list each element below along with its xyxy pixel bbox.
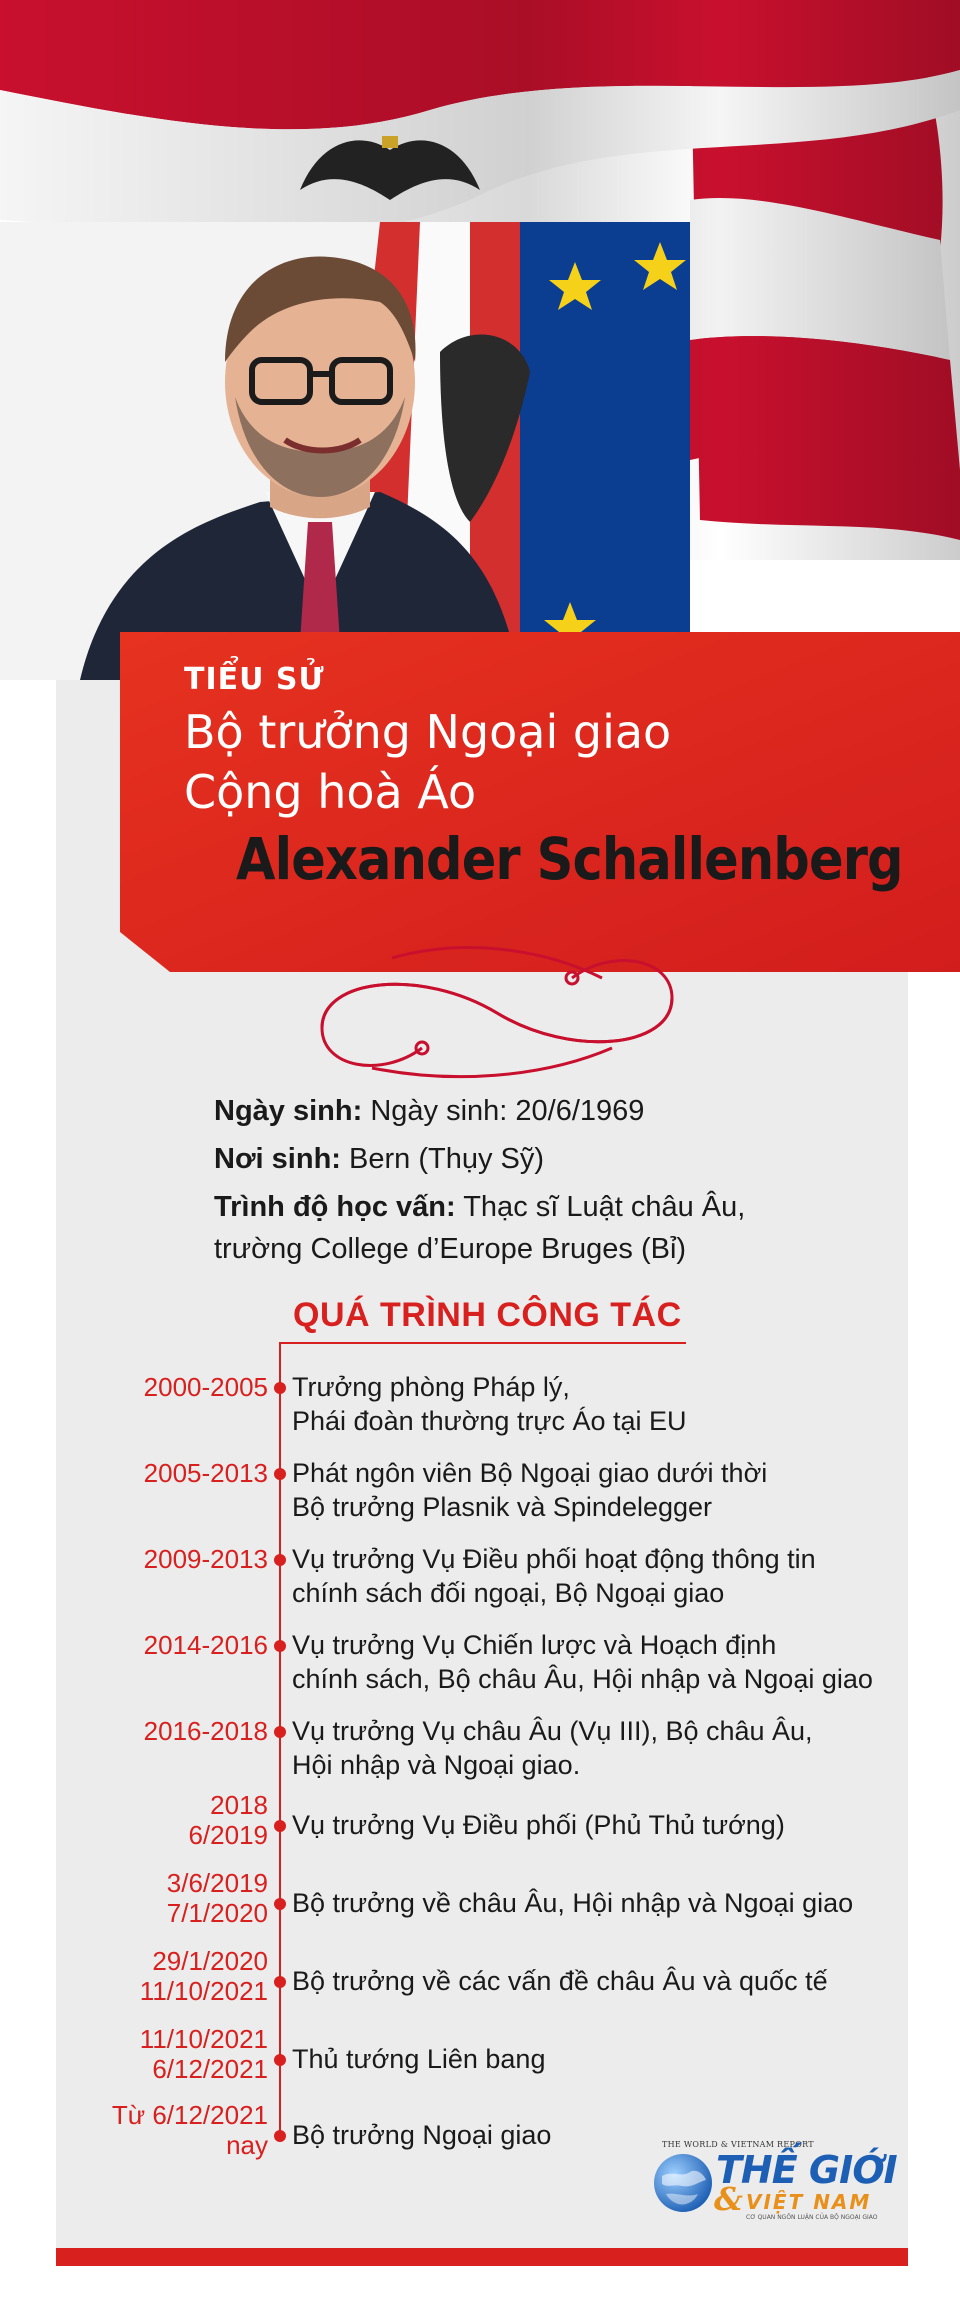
timeline-dot-icon: [274, 1898, 286, 1910]
career-title-underline: [280, 1342, 686, 1344]
career-description: Thủ tướng Liên bang: [292, 2044, 546, 2074]
timeline-dot-icon: [274, 1726, 286, 1738]
career-description: Trưởng phòng Pháp lý, Phái đoàn thường trực Áo tại EU: [292, 1372, 687, 1436]
education-label: Trình độ học vấn:: [214, 1191, 456, 1223]
biography-info: [214, 1090, 894, 1276]
bottom-accent-bar: [56, 2248, 908, 2266]
timeline-dot-icon: [274, 1640, 286, 1652]
birth-place-row: [214, 1138, 894, 1180]
timeline-dot-icon: [274, 2130, 286, 2142]
career-description: Vụ trưởng Vụ châu Âu (Vụ III), Bộ châu Âu, Hội nhập và Ngoại giao.: [292, 1716, 813, 1780]
timeline-dot-icon: [274, 2054, 286, 2066]
birth-date-row: [214, 1090, 894, 1132]
logo-word-thegioi: THẾ GIỚI: [716, 2148, 897, 2192]
career-date: 2005-2013: [143, 1458, 268, 1488]
career-description: Vụ trưởng Vụ Điều phối hoạt động thông tin chính sách đối ngoại, Bộ Ngoại giao: [292, 1544, 816, 1608]
banner-kicker: TIỂU SỬ: [184, 662, 325, 697]
globe-icon: [652, 2152, 714, 2214]
portrait-photo: [0, 222, 690, 680]
career-date: 2018 6/2019: [188, 1790, 268, 1850]
person-name: Alexander Schallenberg: [236, 825, 903, 893]
title-banner: [120, 632, 960, 972]
career-date: 2014-2016: [143, 1630, 268, 1660]
timeline-dot-icon: [274, 1382, 286, 1394]
education-value-line2: trường College d’Europe Bruges (Bỉ): [214, 1233, 687, 1265]
birth-date-value: Ngày sinh: 20/6/1969: [370, 1095, 645, 1127]
career-description: Vụ trưởng Vụ Chiến lược và Hoạch định chính sách, Bộ châu Âu, Hội nhập và Ngoại giao: [292, 1630, 873, 1694]
logo-ampersand: &: [714, 2180, 743, 2218]
logo-tagline: CƠ QUAN NGÔN LUẬN CỦA BỘ NGOẠI GIAO: [746, 2214, 878, 2221]
career-description: Vụ trưởng Vụ Điều phối (Phủ Thủ tướng): [292, 1810, 785, 1840]
timeline-dot-icon: [274, 1976, 286, 1988]
career-description: Bộ trưởng về châu Âu, Hội nhập và Ngoại giao: [292, 1888, 854, 1918]
career-description: Phát ngôn viên Bộ Ngoại giao dưới thời Bộ trưởng Plasnik và Spindelegger: [292, 1458, 768, 1522]
flourish-ornament-icon: [312, 938, 682, 1084]
education-value-line1: Thạc sĩ Luật châu Âu,: [463, 1191, 746, 1223]
career-description: Bộ trưởng Ngoại giao: [292, 2120, 552, 2150]
birth-place-label: Nơi sinh:: [214, 1143, 341, 1175]
banner-title-line1: Bộ trưởng Ngoại giao: [184, 705, 672, 759]
career-date: 2000-2005: [143, 1372, 268, 1402]
career-date: 3/6/2019 7/1/2020: [166, 1868, 268, 1928]
publisher-logo: [652, 2140, 897, 2224]
career-date: 29/1/2020 11/10/2021: [139, 1946, 268, 2006]
career-date: 11/10/2021 6/12/2021: [139, 2024, 268, 2084]
timeline-dot-icon: [274, 1554, 286, 1566]
career-description: Bộ trưởng về các vấn đề châu Âu và quốc tế: [292, 1966, 828, 1996]
birth-place-value: Bern (Thụy Sỹ): [349, 1143, 545, 1175]
birth-date-label: Ngày sinh:: [214, 1095, 363, 1127]
career-date: 2016-2018: [143, 1716, 268, 1746]
banner-title-line2: Cộng hoà Áo: [184, 765, 477, 819]
career-date: 2009-2013: [143, 1544, 268, 1574]
timeline-dot-icon: [274, 1468, 286, 1480]
timeline-dot-icon: [274, 1820, 286, 1832]
logo-word-vietnam: VIỆT NAM: [746, 2190, 872, 2214]
education-row: [214, 1186, 894, 1270]
career-section-title: QUÁ TRÌNH CÔNG TÁC: [293, 1296, 682, 1334]
career-date: Từ 6/12/2021 nay: [111, 2100, 268, 2160]
logo-english-name: THE WORLD & VIETNAM REPORT: [662, 2140, 814, 2149]
